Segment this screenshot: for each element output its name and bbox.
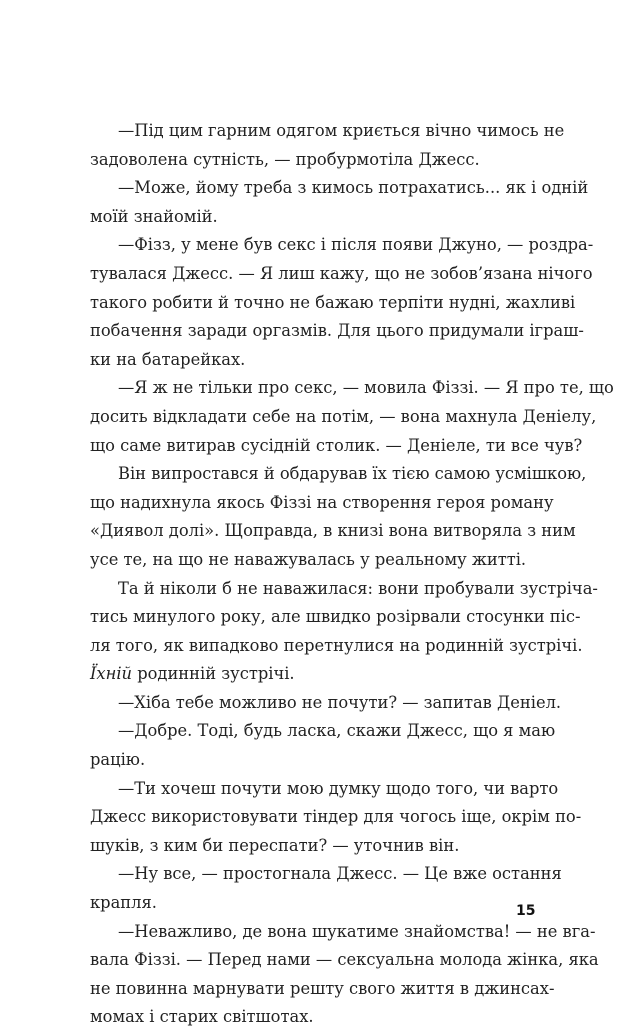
- text-line: Їхній родинній зустрічі.: [90, 664, 295, 684]
- text-line: —Добре. Тоді, будь ласка, скажи Джесс, що я маю: [118, 721, 556, 741]
- text-line: такого робити й точно не бажаю терпіти нудні, жахливі: [90, 292, 576, 312]
- text-line: побачення заради оргазмів. Для цього придумали іграш-: [90, 321, 584, 341]
- text-line: що надихнула якось Фіззі на створення героя роману: [90, 492, 554, 512]
- text-line: що саме витирав сусідній столик. — Деніеле, ти все чув?: [90, 435, 583, 455]
- text-line: моїй знайомій.: [90, 206, 218, 226]
- paragraph: [90, 860, 562, 917]
- text-line: крапля.: [90, 893, 157, 913]
- text-line: рацію.: [90, 750, 146, 770]
- paragraph: [90, 918, 599, 1032]
- paragraph: [90, 689, 562, 718]
- paragraph: [90, 374, 614, 460]
- text-line: —Ну все, — простогнала Джесс. — Це вже остання: [118, 864, 562, 884]
- paragraph: [90, 231, 594, 374]
- paragraph: [90, 575, 598, 689]
- body-text: [90, 117, 614, 1032]
- text-line: шуків, з ким би переспати? — уточнив він.: [90, 835, 460, 855]
- text-line: тувалася Джесс. — Я лиш кажу, що не зобов’язана нічого: [90, 263, 593, 283]
- text-line: ля того, як випадково перетнулися на родинній зустрічі.: [90, 635, 583, 655]
- text-line: тись минулого року, але швидко розірвали стосунки піс-: [90, 607, 581, 627]
- text-line: досить відкладати себе на потім, — вона махнула Деніелу,: [90, 406, 597, 426]
- text-line: —Хіба тебе можливо не почути? — запитав Деніел.: [118, 692, 562, 712]
- text-line: вала Фіззі. — Перед нами — сексуальна молода жінка, яка: [90, 950, 599, 970]
- text-line: —Я ж не тільки про секс, — мовила Фіззі. — Я про те, що: [118, 378, 614, 398]
- text-line: не повинна марнувати решту свого життя в джинсах-: [90, 978, 555, 998]
- page-number: 15: [516, 903, 536, 919]
- text-line: момах і старих світшотах.: [90, 1007, 314, 1027]
- text-line: —Фізз, у мене був секс і після появи Джуно, — роздра-: [118, 235, 594, 255]
- text-line: —Неважливо, де вона шукатиме знайомства! — не вга-: [118, 921, 596, 941]
- text-line: Та й ніколи б не наважилася: вони пробували зустріча-: [118, 578, 598, 598]
- text-line: задоволена сутність, — пробурмотіла Джесс.: [90, 149, 480, 169]
- paragraph: [90, 460, 587, 574]
- text-line: —Ти хочеш почути мою думку щодо того, чи варто: [118, 778, 559, 798]
- text-line: усе те, на що не наважувалась у реальному житті.: [90, 549, 527, 569]
- text-line: —Може, йому треба з кимось потрахатись... як і одній: [118, 178, 589, 198]
- paragraph: [90, 174, 589, 231]
- text-line: Джесс використовувати тіндер для чогось іще, окрім по-: [90, 807, 582, 827]
- paragraph: [90, 717, 556, 774]
- text-line: Він випростався й обдарував їх тією самою усмішкою,: [118, 464, 587, 484]
- paragraph: [90, 117, 565, 174]
- paragraph: [90, 775, 582, 861]
- text-line: —Під цим гарним одягом криється вічно чимось не: [118, 121, 565, 140]
- text-line: ки на батарейках.: [90, 349, 246, 369]
- text-line: «Диявол долі». Щоправда, в книзі вона витворяла з ним: [90, 521, 576, 541]
